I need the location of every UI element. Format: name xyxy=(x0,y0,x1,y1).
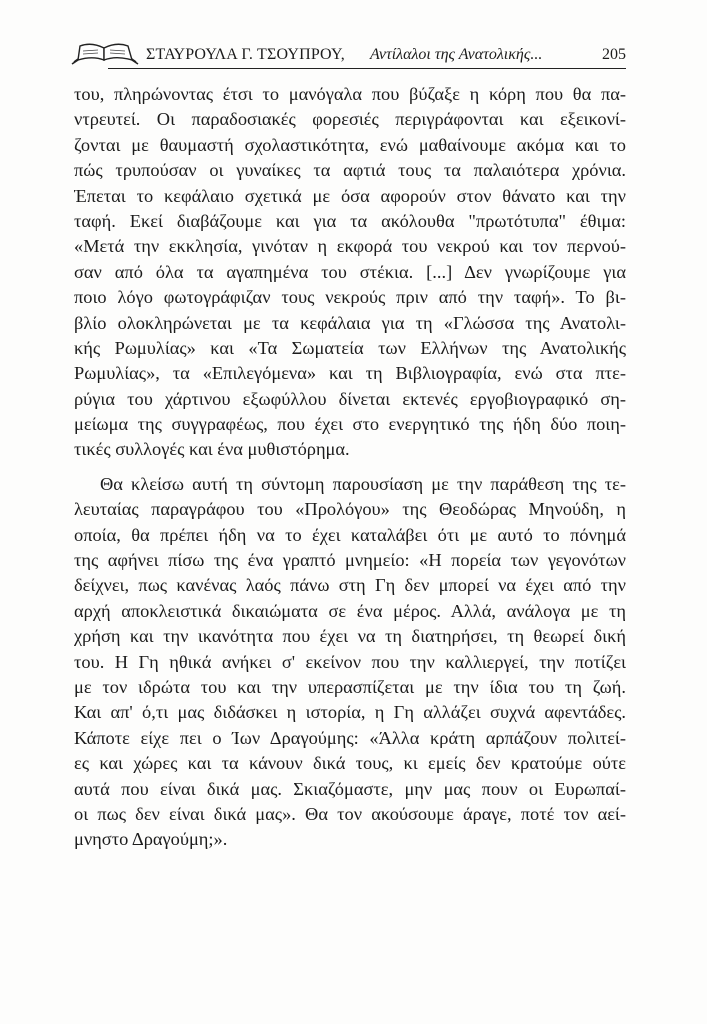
text-line: ζονται με θαυμαστή σχολαστικότητα, ενώ μαθαίνουμε ακόμα και το xyxy=(74,134,626,155)
text-line: Έπεται το κεφάλαιο σχετικά με όσα αφορούν στον θάνατο και την xyxy=(74,185,626,206)
text-line: κής Ρωμυλίας» και «Τα Σωματεία των Ελλήνων της Ανατολικής xyxy=(74,337,626,358)
text-line: τικές συλλογές και ένα μυθιστόρημα. xyxy=(74,439,350,460)
text-line: πώς τρυπούσαν οι γυναίκες τα αφτιά τους τα παλαιότερα χρόνια. xyxy=(74,160,626,181)
text-line: βλίο ολοκληρώνεται με τα κεφάλαια για τη «Γλώσσα της Ανατολι- xyxy=(74,312,626,333)
text-line: ρύγια του χάρτινου εξωφύλλου δίνεται εκτενές εργοβιογραφικό ση- xyxy=(74,388,626,409)
text-line: μείωμα της συγγραφέως, που έχει στο ενεργητικό της ήδη δύο ποιη- xyxy=(74,414,626,435)
text-line: του, πληρώνοντας έτσι το μανόγαλα που βύζαξε η κόρη που θα πα- xyxy=(74,84,626,104)
text-line: Και απ' ό,τι μας διδάσκει η ιστορία, η Γη αλλάζει συχνά αφεντάδες. xyxy=(74,702,626,723)
text-line: του. Η Γη ηθικά ανήκει σ' εκείνον που την καλλιεργεί, την ποτίζει xyxy=(74,651,626,672)
text-line: Κάποτε είχε πει ο Ίων Δραγούμης: «Άλλα κράτη αρπάζουν πολιτεί- xyxy=(74,727,626,748)
text-line: οποία, θα πρέπει ήδη να το έχει καταλάβει ότι με αυτό το πόνημά xyxy=(74,524,626,545)
running-header xyxy=(70,40,626,70)
text-line: ντρευτεί. Οι παραδοσιακές φορεσιές περιγράφονται και εξεικονί- xyxy=(74,109,626,130)
paragraph-gap xyxy=(74,463,626,472)
header-work-title: Αντίλαλοι της Ανατολικής... xyxy=(370,46,543,63)
text-line: αυτά που είναι δικά μας. Σκιαζόμαστε, μην μας πουν οι Ευρωπαί- xyxy=(74,778,626,799)
text-line: χρήση και την ικανότητα που έχει να τη διατηρήσει, τη θεωρεί δική xyxy=(74,626,626,647)
body-text xyxy=(74,82,626,853)
book-logo-icon xyxy=(70,40,140,70)
header-author: ΣΤΑΥΡΟΥΛΑ Γ. ΤΣΟΥΠΡΟΥ, xyxy=(146,46,345,63)
text-line: «Μετά την εκκλησία, γινόταν η εκφορά του νεκρού και τον περνού- xyxy=(74,236,626,257)
text-line: λευταίας παραγράφου του «Προλόγου» της Θεοδώρας Μηνούδη, η xyxy=(74,499,626,520)
text-line: Θα κλείσω αυτή τη σύντομη παρουσίαση με την παράθεση της τε- xyxy=(100,473,626,494)
header-rule xyxy=(108,68,626,69)
paragraph-2 xyxy=(74,472,626,853)
text-line: δείχνει, πως κανένας λαός πάνω στη Γη δεν μπορεί να έχει από την xyxy=(74,575,626,596)
text-line: της αφήνει πίσω της ένα γραπτό μνημείο: «Η πορεία των γεγονότων xyxy=(74,550,626,571)
text-line: ταφή. Εκεί διαβάζουμε και για τα ακόλουθα "πρωτότυπα" έθιμα: xyxy=(74,210,626,231)
paragraph-1 xyxy=(74,82,626,463)
text-line: με τον ιδρώτα του και την υπερασπίζεται με την ίδια του τη ζωή. xyxy=(74,676,626,697)
text-line: ες και χώρες και τα κάνουν δικά τους, κι εμείς δεν κρατούμε ούτε xyxy=(74,753,626,774)
text-line: αρχή αποκλειστικά δικαιώματα σε ένα μέρος. Αλλά, ανάλογα με τη xyxy=(74,600,626,621)
text-line: Ρωμυλίας», τα «Επιλεγόμενα» και τη Βιβλιογραφία, ενώ στα πτε- xyxy=(74,363,626,384)
page-number: 205 xyxy=(602,46,626,63)
text-line: μνηστο Δραγούμη;». xyxy=(74,829,228,850)
text-line: οι πως δεν είναι δικά μας». Θα τον ακούσουμε άραγε, ποτέ τον αεί- xyxy=(74,803,626,824)
text-line: σαν από όλα τα αγαπημένα του στέκια. [...] Δεν γνωρίζουμε για xyxy=(74,261,626,282)
text-line: ποιο λόγο φωτογράφιζαν τους νεκρούς πριν από την ταφή». Το βι- xyxy=(74,287,626,308)
